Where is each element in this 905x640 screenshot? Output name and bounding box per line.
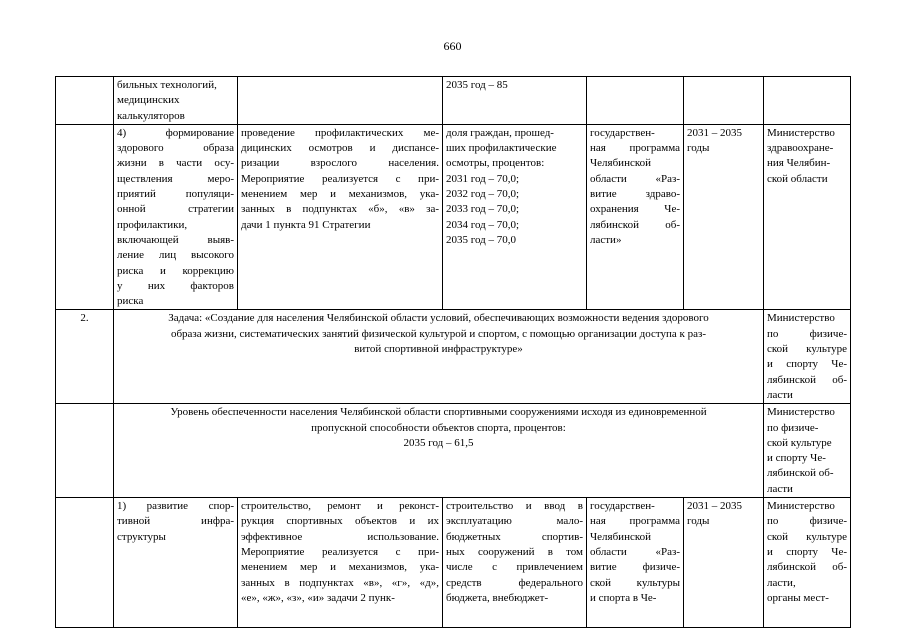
text-line: области «Раз- (590, 545, 680, 558)
text-line: Мероприятие реализуется с при- (241, 545, 439, 558)
num-cell (56, 124, 114, 310)
table-row (56, 310, 851, 404)
text-line: ласти (767, 482, 793, 495)
text-line: ризации взрослого населения. (241, 157, 439, 170)
responsible-cell (764, 404, 851, 498)
text-line: эффективное использование. (241, 530, 439, 543)
period-cell (684, 498, 764, 628)
text-line: ных сооружений в том (446, 545, 583, 558)
task-cell (114, 310, 764, 404)
indicator-cell (443, 124, 587, 310)
table-row (56, 77, 851, 125)
text-line: Министерство (767, 406, 835, 419)
text-line: по физиче- (767, 421, 819, 434)
text-line: дачи 1 пункта 91 Стратегии (241, 218, 371, 231)
responsible-cell (764, 310, 851, 404)
text-line: ная программа (590, 515, 680, 528)
num-cell (56, 77, 114, 125)
text-line: проведение профилактических ме- (241, 126, 439, 139)
program-cell (587, 498, 684, 628)
text-line: риска и коррекцию (117, 264, 234, 277)
text-line: ния Челябин- (767, 157, 831, 170)
text-line: здорового образа (117, 142, 234, 155)
text-line: тивной инфра- (117, 515, 234, 528)
text-line: 2034 год – 70,0; (446, 218, 520, 231)
text-line: 4) формирование (117, 126, 234, 139)
text-line: лябинской об- (767, 561, 847, 574)
text-line: строительство и ввод в (446, 500, 583, 513)
program-cell (587, 77, 684, 125)
table-row (56, 124, 851, 310)
content-cell (238, 124, 443, 310)
text-line: и спорту Че- (767, 452, 826, 465)
text-line: у них факторов (117, 279, 234, 292)
content-cell (238, 498, 443, 628)
text-line: риска (117, 295, 144, 308)
text-line: доля граждан, прошед- (446, 126, 554, 139)
text-line: ласти (767, 388, 793, 401)
text-line: ших профилактические (446, 142, 557, 155)
text-line: Задача: «Создание для населения Челябинской области условий, обеспечивающих возможности ведения здорового (168, 312, 709, 325)
text-line: Министерство (767, 126, 835, 139)
text-line: 2035 год – 70,0 (446, 233, 517, 246)
text-line: «е», «ж», «з», «и» задачи 2 пунк- (241, 591, 395, 604)
level-cell (114, 404, 764, 498)
table-row (56, 404, 851, 498)
text-line: ской культуры (590, 576, 680, 589)
indicator-cell (443, 498, 587, 628)
text-line: государствен- (590, 500, 655, 513)
text-line: ласти» (590, 233, 622, 246)
text-line: эксплуатацию мало- (446, 515, 583, 528)
text-line: ской культуре (767, 530, 847, 543)
measures-table (55, 76, 851, 628)
text-line: ная программа (590, 142, 680, 155)
period-cell (684, 124, 764, 310)
text-line: витие физиче- (590, 561, 680, 574)
text-line: 2033 год – 70,0; (446, 203, 520, 216)
text-line: Министерство (767, 312, 835, 325)
text-line: ской культуре (767, 343, 847, 356)
text-line: витой спортивной инфраструктуре» (354, 343, 523, 356)
responsible-cell (764, 124, 851, 310)
text-line: 2031 год – 70,0; (446, 172, 520, 185)
text-line: бюджета, внебюджет- (446, 591, 549, 604)
text-line: 2031 – 2035 (687, 126, 742, 139)
content-cell (238, 77, 443, 125)
text-line: и спорту Че- (767, 545, 847, 558)
text-line: пропускной способности объектов спорта, процентов: (311, 421, 566, 434)
text-line: лябинской об- (767, 373, 847, 386)
text-line: 2031 – 2035 (687, 500, 742, 513)
program-cell (587, 124, 684, 310)
text-line: 2035 год – 61,5 (403, 436, 474, 449)
text-line: жизни в части осу- (117, 157, 234, 170)
text-line: здравоохране- (767, 142, 834, 155)
indicator-cell (443, 77, 587, 125)
text-line: образа жизни, систематических занятий физической культурой и спортом, с помощью организации доступа к раз- (170, 327, 707, 340)
text-line: Челябинской (590, 157, 652, 170)
text-line: занных в подпунктах «б», «в» за- (241, 203, 439, 216)
text-line: Челябинской (590, 530, 652, 543)
text-line: органы мест- (767, 591, 829, 604)
text-line: по физиче- (767, 515, 847, 528)
text-line: лябинской об- (767, 467, 834, 480)
table-row (56, 498, 851, 628)
text-line: годы (687, 142, 710, 155)
text-line: Мероприятие реализуется с при- (241, 172, 439, 185)
text-line: занных в подпунктах «в», «г», «д», (241, 576, 439, 589)
text-line: включающей выяв- (117, 233, 234, 246)
text-line: витие здраво- (590, 188, 680, 201)
indicator-line: 2035 год – 85 (446, 79, 508, 91)
task-number: 2. (80, 312, 89, 325)
num-cell (56, 404, 114, 498)
num-cell (56, 498, 114, 628)
text-line: средств федерального (446, 576, 583, 589)
page-number: 660 (443, 39, 462, 53)
text-line: менением мер и механизмов, ука- (241, 561, 439, 574)
responsible-cell (764, 498, 851, 628)
text-line: ление лиц высокого (117, 249, 234, 262)
responsible-cell (764, 77, 851, 125)
text-line: бюджетных спортив- (446, 530, 583, 543)
text-line: строительство, ремонт и реконст- (241, 500, 439, 513)
text-line: осмотры, процентов: (446, 157, 545, 170)
text-line: онной стратегии (117, 203, 234, 216)
text-line: структуры (117, 530, 166, 543)
text-line: дицинских осмотров и диспансе- (241, 142, 439, 155)
text-line: и спорта в Че- (590, 591, 657, 604)
measure-cell (114, 498, 238, 628)
text-line: числе с привлечением (446, 561, 583, 574)
text-line: ществления меро- (117, 172, 234, 185)
text-line: менением мер и механизмов, ука- (241, 188, 439, 201)
text-line: и спорту Че- (767, 358, 847, 371)
text-line: государствен- (590, 126, 655, 139)
measure-cell (114, 77, 238, 125)
text-line: бильных технологий, медицинских калькуляторов (117, 79, 217, 122)
text-line: лябинской об- (590, 218, 680, 231)
text-line: годы (687, 515, 710, 528)
text-line: профилактики, (117, 218, 188, 231)
text-line: рукция спортивных объектов и их (241, 515, 439, 528)
text-line: ской области (767, 172, 828, 185)
text-line: 2032 год – 70,0; (446, 188, 520, 201)
text-line: Уровень обеспеченности населения Челябинской области спортивными сооружениями исходя из единовременной (170, 406, 707, 419)
text-line: области «Раз- (590, 172, 680, 185)
text-line: охранения Че- (590, 203, 680, 216)
text-line: ской культуре (767, 436, 832, 449)
text-line: ласти, (767, 576, 796, 589)
measure-cell (114, 124, 238, 310)
period-cell (684, 77, 764, 125)
text-line: Министерство (767, 500, 835, 513)
text-line: приятий популяци- (117, 188, 234, 201)
text-line: по физиче- (767, 327, 847, 340)
text-line: 1) развитие спор- (117, 500, 234, 513)
num-cell (56, 310, 114, 404)
